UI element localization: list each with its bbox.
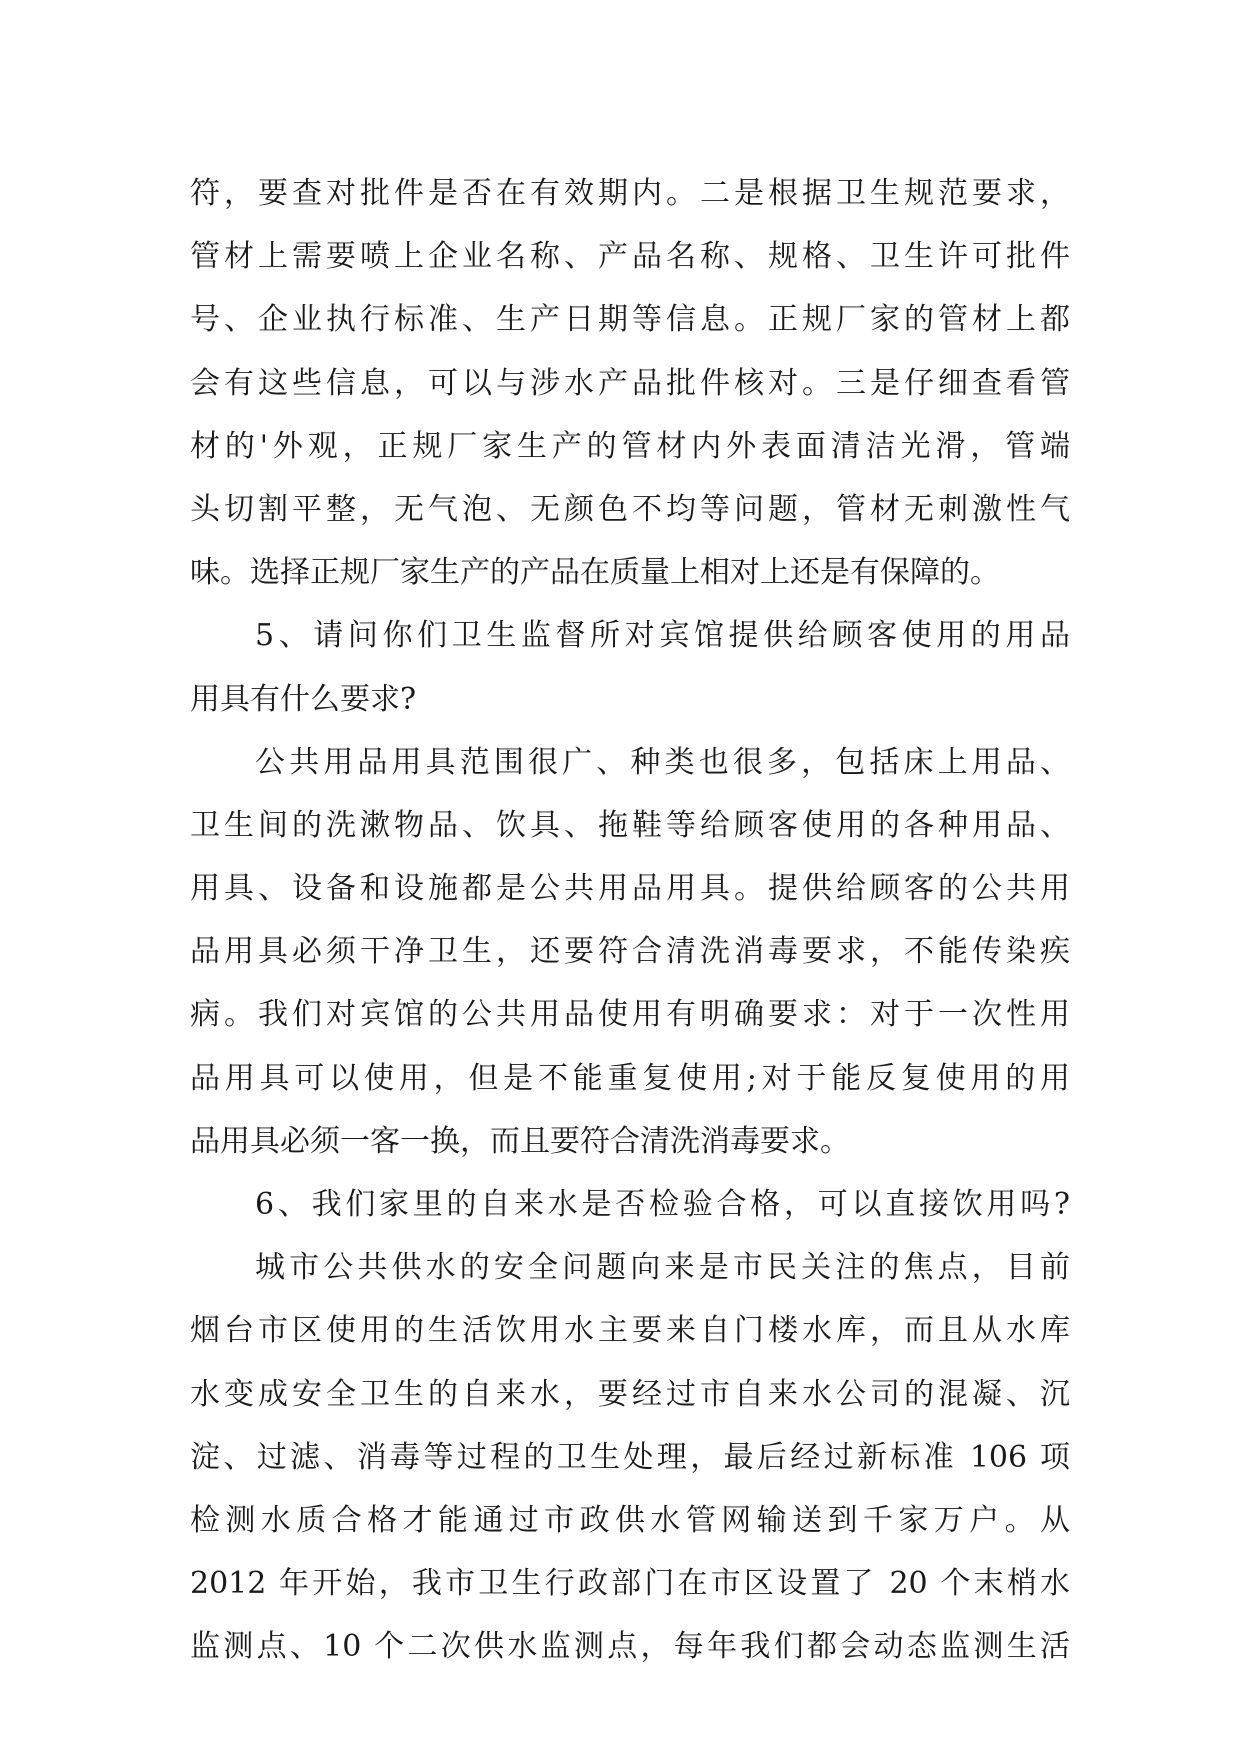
text-line: 用具、设备和设施都是公共用品用具。提供给顾客的公共用 xyxy=(190,871,1070,907)
text-line: 水变成安全卫生的自来水，要经过市自来水公司的混凝、沉 xyxy=(190,1376,1070,1412)
text-line: 城市公共供水的安全问题向来是市民关注的焦点，目前 xyxy=(255,1250,1070,1286)
text-line: 品用具必须干净卫生，还要符合清洗消毒要求，不能传染疾 xyxy=(190,934,1070,970)
text-line: 烟台市区使用的生活饮用水主要来自门楼水库，而且从水库 xyxy=(190,1313,1070,1349)
text-line: 病。我们对宾馆的公共用品使用有明确要求：对于一次性用 xyxy=(190,997,1070,1033)
question-heading: 5、请问你们卫生监督所对宾馆提供给顾客使用的用品 xyxy=(255,618,1070,654)
text-line: 淀、过滤、消毒等过程的卫生处理，最后经过新标准 106 项 xyxy=(190,1439,1070,1475)
text-line: 公共用品用具范围很广、种类也很多，包括床上用品、 xyxy=(255,744,1070,780)
text-line: 品用具可以使用，但是不能重复使用;对于能反复使用的用 xyxy=(190,1060,1070,1096)
text-line: 监测点、10 个二次供水监测点，每年我们都会动态监测生活 xyxy=(190,1629,1070,1665)
question-heading: 6、我们家里的自来水是否检验合格，可以直接饮用吗? xyxy=(255,1187,1070,1222)
text-line: 头切割平整，无气泡、无颜色不均等问题，管材无刺激性气 xyxy=(190,491,1070,527)
text-line: 品用具必须一客一换，而且要符合清洗消毒要求。 xyxy=(190,1123,850,1159)
text-line: 卫生间的洗漱物品、饮具、拖鞋等给顾客使用的各种用品、 xyxy=(190,807,1070,843)
text-line: 味。选择正规厂家生产的产品在质量上相对上还是有保障的。 xyxy=(190,555,1000,591)
text-line: 管材上需要喷上企业名称、产品名称、规格、卫生许可批件 xyxy=(190,239,1070,275)
text-line: 2012 年开始，我市卫生行政部门在市区设置了 20 个末梢水 xyxy=(190,1566,1070,1602)
question-heading: 用具有什么要求? xyxy=(190,681,417,717)
text-line: 号、企业执行标准、生产日期等信息。正规厂家的管材上都 xyxy=(190,302,1070,338)
text-line: 材的'外观，正规厂家生产的管材内外表面清洁光滑，管端 xyxy=(190,428,1070,464)
document-body xyxy=(190,162,1070,1679)
text-line: 符，要查对批件是否在有效期内。二是根据卫生规范要求， xyxy=(190,176,1070,211)
text-line: 检测水质合格才能通过市政供水管网输送到千家万户。从 xyxy=(190,1502,1070,1538)
text-line: 会有这些信息，可以与涉水产品批件核对。三是仔细查看管 xyxy=(190,365,1070,401)
